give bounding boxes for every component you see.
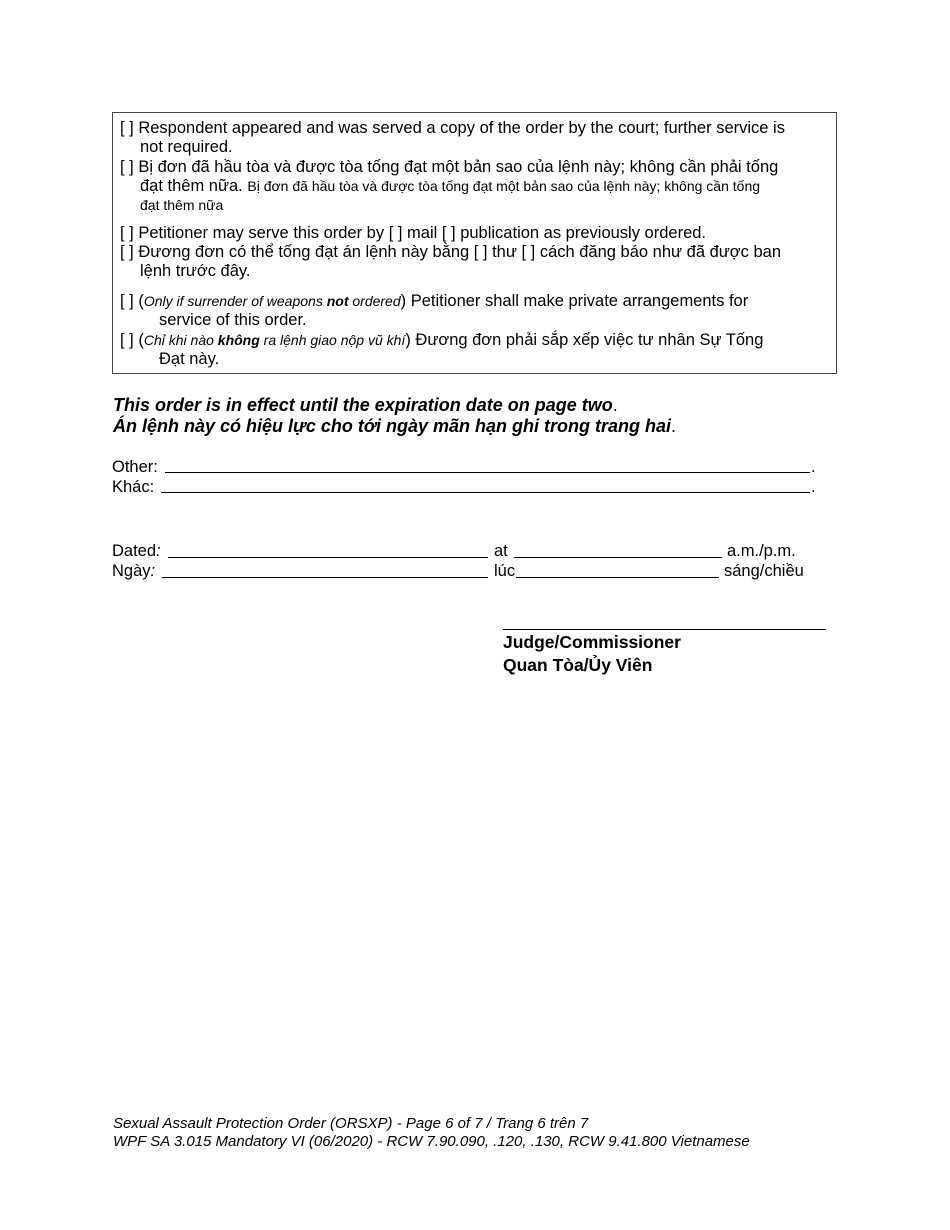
judge-title-en: Judge/Commissioner bbox=[503, 632, 681, 652]
respondent-appeared-vi-cont bbox=[140, 177, 760, 196]
effect-statement-vi bbox=[113, 416, 676, 438]
private-arrangements-text: ) Petitioner shall make private arrangements for bbox=[400, 292, 749, 310]
weapons-condition-a: Only if surrender of weapons bbox=[143, 293, 327, 309]
footer-page-info: Sexual Assault Protection Order (ORSXP) - Page 6 of 7 / Trang 6 trên 7 bbox=[113, 1115, 589, 1132]
petitioner-serve-vi-cont: lệnh trước đây. bbox=[140, 262, 251, 280]
weapons-condition-not: not bbox=[326, 293, 349, 309]
ngay-colon: : bbox=[150, 562, 156, 580]
petitioner-serve-vi: [ ] Đương đơn có thể tống đạt án lệnh này bằng [ ] thư [ ] cách đăng báo như đã được ban bbox=[120, 243, 781, 261]
weapons-condition-vi-b: ra lệnh giao nộp vũ khí bbox=[259, 332, 406, 348]
private-arrangements-vi bbox=[120, 331, 763, 350]
private-arrangements-vi-cont: Đạt này. bbox=[159, 350, 220, 368]
other-input-line[interactable] bbox=[165, 472, 810, 473]
ngay-input-line[interactable] bbox=[162, 577, 488, 578]
khac-period: . bbox=[811, 478, 816, 496]
respondent-appeared-en: [ ] Respondent appeared and was served a copy of the order by the court; further service is bbox=[120, 119, 785, 137]
private-arrangements-en-cont: service of this order. bbox=[159, 311, 307, 329]
weapons-condition-b: ordered bbox=[348, 293, 401, 309]
weapons-condition-vi-a: Chỉ khi nào bbox=[143, 332, 218, 348]
checkbox-marker: [ ] ( bbox=[120, 292, 144, 310]
at-label-en: at bbox=[494, 542, 508, 560]
effect-statement-en bbox=[113, 395, 618, 417]
dated-label-vi bbox=[112, 562, 155, 581]
effect-en-text: This order is in effect until the expiration date on page two bbox=[113, 395, 613, 415]
dated-text: Dated bbox=[112, 542, 157, 560]
luc-input-line[interactable] bbox=[516, 577, 719, 578]
judge-signature-line[interactable] bbox=[503, 629, 826, 630]
ampm-label-vi: sáng/chiều bbox=[724, 562, 804, 580]
khac-input-line[interactable] bbox=[161, 492, 810, 493]
judge-title-vi: Quan Tòa/Ủy Viên bbox=[503, 655, 653, 675]
petitioner-serve-en: [ ] Petitioner may serve this order by [ ] mail [ ] publication as previously ordered. bbox=[120, 224, 707, 242]
effect-en-period: . bbox=[612, 395, 618, 415]
dated-label-en bbox=[112, 542, 161, 561]
checkbox-marker: [ ] ( bbox=[120, 331, 144, 349]
respondent-appeared-vi-small-cont: đạt thêm nữa bbox=[140, 197, 224, 213]
footer-form-info: WPF SA 3.015 Mandatory VI (06/2020) - RCW 7.90.090, .120, .130, RCW 9.41.800 Vietnamese bbox=[113, 1133, 750, 1150]
other-label-en: Other: bbox=[112, 458, 158, 476]
at-label-vi: lúc bbox=[494, 562, 516, 580]
ampm-label-en: a.m./p.m. bbox=[727, 542, 796, 560]
private-arrangements-vi-text: ) Đương đơn phải sắp xếp việc tư nhân Sự Tống bbox=[405, 331, 764, 349]
weapons-condition-vi-khong: không bbox=[217, 332, 260, 348]
dated-input-line[interactable] bbox=[168, 557, 488, 558]
respondent-appeared-vi: [ ] Bị đơn đã hầu tòa và được tòa tống đạt một bản sao của lệnh này; không cần phải tống bbox=[120, 158, 779, 176]
ngay-text: Ngày bbox=[112, 562, 151, 580]
other-label-vi: Khác: bbox=[112, 478, 155, 496]
other-period: . bbox=[811, 458, 816, 476]
dated-colon: : bbox=[156, 542, 161, 560]
effect-vi-text: Án lệnh này có hiệu lực cho tới ngày mãn hạn ghi trong trang hai bbox=[113, 416, 671, 436]
effect-vi-period: . bbox=[670, 416, 676, 436]
time-input-line[interactable] bbox=[514, 557, 722, 558]
respondent-appeared-en-cont: not required. bbox=[140, 138, 233, 156]
respondent-appeared-vi-small: Bị đơn đã hầu tòa và được tòa tống đạt một bản sao của lệnh này; không cần tống bbox=[247, 178, 761, 194]
respondent-appeared-vi-text: đạt thêm nữa. bbox=[140, 177, 243, 195]
private-arrangements-en bbox=[120, 292, 748, 311]
